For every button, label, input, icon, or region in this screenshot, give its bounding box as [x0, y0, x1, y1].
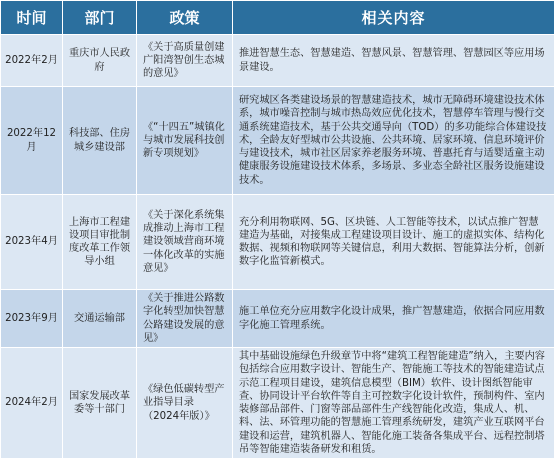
cell-time: 2023年4月: [1, 195, 63, 290]
cell-policy: 《关于高质量创建广阳湾智创生态城的意见》: [137, 35, 233, 87]
table-row: [1, 290, 554, 348]
cell-time: 2023年9月: [1, 290, 63, 348]
cell-policy: 《关于深化系统集成推动上海市工程建设领域营商环境一体化改革的实施意见》: [137, 195, 233, 290]
cell-time: 2022年2月: [1, 35, 63, 87]
header-time: 时间: [1, 1, 63, 35]
cell-content: 研究城区各类建设场景的智慧建造技术，城市无障碍环境建设技术体系，城市噪音控制与城市热岛效应优化技术，智慧停车管理与慢行交通系统建造技术，基于公共交通导向（TOD）的多功能综合体建设技术，全龄友好型城市公共设施、公共环境、居家环境、信息环境评价与建设技术，城市社区居家养老服务环境、普惠托育与适婴适童主动健康服务设施建设技术体系，多场景、多业态全龄社区服务设施建设技术。: [233, 87, 554, 195]
cell-dept: 科技部、住房城乡建设部: [63, 87, 137, 195]
cell-dept: 上海市工程建设项目审批制度改革工作领导小组: [63, 195, 137, 290]
header-policy: 政策: [137, 1, 233, 35]
cell-content: 推进智慧生态、智慧建造、智慧风景、智慧管理、智慧园区等应用场景建设。: [233, 35, 554, 87]
table-row: [1, 87, 554, 195]
table-row: [1, 35, 554, 87]
cell-policy: 《绿色低碳转型产业指导目录（2024年版）》: [137, 348, 233, 459]
cell-time: 2024年2月: [1, 348, 63, 459]
cell-dept: 国家发展改革委等十部门: [63, 348, 137, 459]
header-content: 相关内容: [233, 1, 554, 35]
cell-content: 充分利用物联网、5G、区块链、人工智能等技术，以试点推广智慧建造为基础，对接集成工程建设项目设计、施工的虚拟实体、结构化数据、视频和物联网等关键信息，利用大数据、智能算法分析，创新数字化监管新模式。: [233, 195, 554, 290]
header-dept: 部门: [63, 1, 137, 35]
cell-dept: 交通运输部: [63, 290, 137, 348]
cell-policy: 《关于推进公路数字化转型加快智慧公路建设发展的意见》: [137, 290, 233, 348]
cell-dept: 重庆市人民政府: [63, 35, 137, 87]
cell-content: 其中基础设施绿色升级章节中将“建筑工程智能建造”纳入，主要内容包括综合应用数字设计、智能生产、智能施工等技术的智能建造试点示范工程项目建设，建筑信息模型（BIM）软件、设计图纸智能审查、协同设计平台软件等自主可控数字化设计软件，预制构件、室内装修部品部件、门窗等部品部件生产线智能化改造，集成人、机、料、法、环管理功能的智慧施工管理系统研发，建筑产业互联网平台建设和运营，建筑机器人、智能化施工装备各集成平台、远程控制塔吊等智能建造装备研发和租赁。: [233, 348, 554, 459]
table-row: [1, 348, 554, 459]
table-row: [1, 195, 554, 290]
cell-policy: 《“十四五”城镇化与城市发展科技创新专项规划》: [137, 87, 233, 195]
cell-content: 施工单位充分应用数字化设计成果，推广智慧建造，依据合同应用数字化施工管理系统。: [233, 290, 554, 348]
cell-time: 2022年12月: [1, 87, 63, 195]
table-header-row: [1, 1, 554, 35]
